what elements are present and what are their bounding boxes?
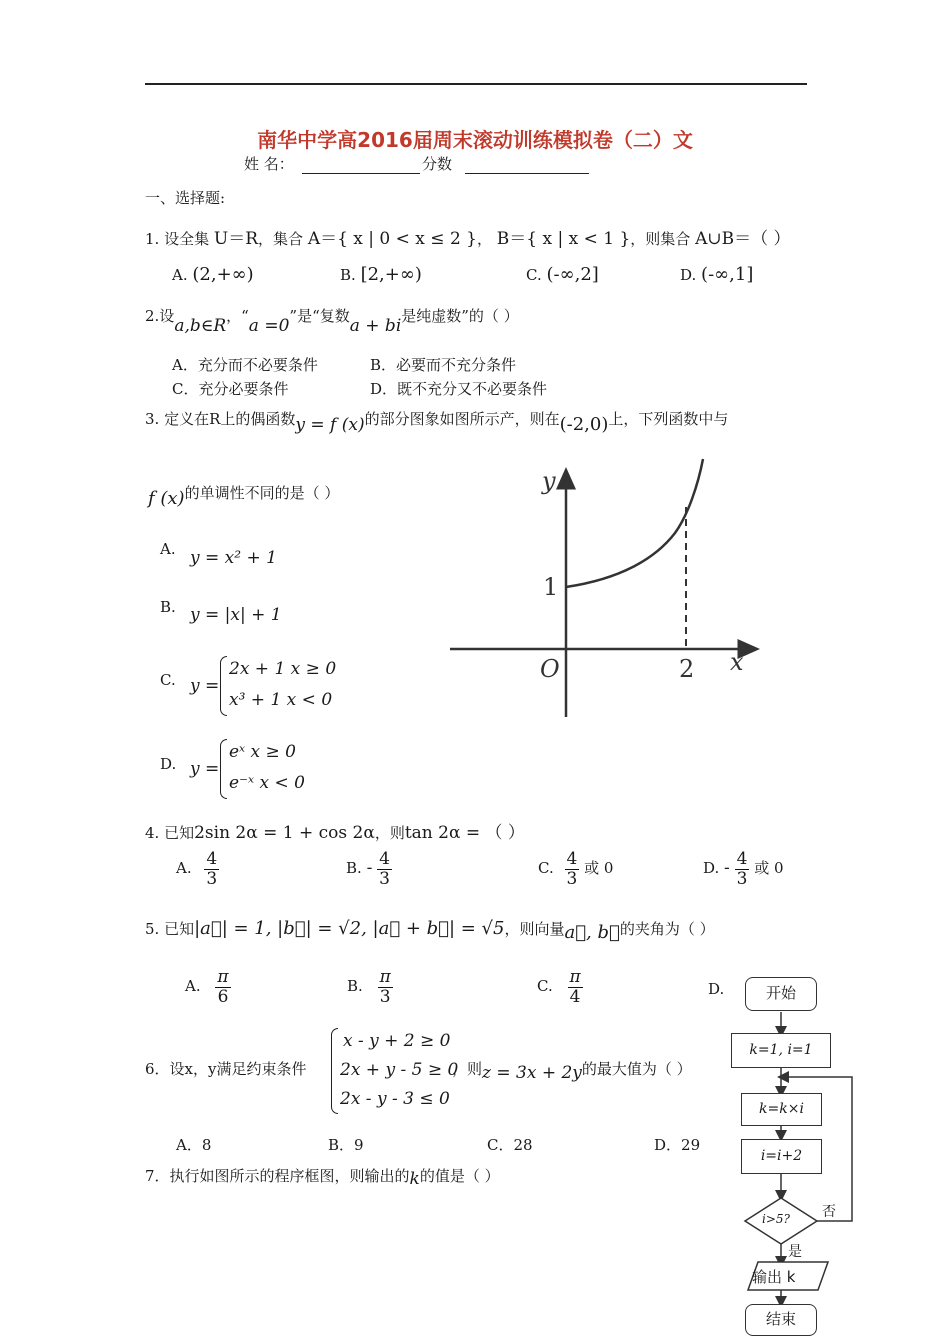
q6-constraint-3: 2x - y - 3 ≤ 0 xyxy=(340,1089,450,1109)
q3-option-c-y: y = xyxy=(190,676,220,696)
q6-constraint-2: 2x + y - 5 ≥ 0 xyxy=(340,1060,459,1080)
q3-option-b: y = |x| + 1 xyxy=(190,605,282,625)
graph-tick-x: 2 xyxy=(679,655,695,683)
q1-option-c[interactable]: C. (-∞,2] xyxy=(526,264,599,285)
flow-start: 开始 xyxy=(745,977,817,1011)
q5-option-d[interactable]: D. xyxy=(708,980,725,998)
q6-constraint-1: x - y + 2 ≥ 0 xyxy=(343,1031,451,1051)
q3-function-graph xyxy=(450,455,760,725)
flow-step-increment: i=i+2 xyxy=(741,1139,822,1174)
q1-option-b[interactable]: B. [2,+∞) xyxy=(340,264,422,285)
q5-option-c[interactable]: C. $\frac{\pi}{4}$ xyxy=(537,967,581,1007)
flow-end: 结束 xyxy=(745,1304,817,1336)
q6-option-d[interactable]: D．29 xyxy=(654,1136,701,1154)
q3-option-c-row2: x³ + 1 x < 0 xyxy=(229,690,333,710)
q3-option-c-label[interactable]: C. xyxy=(160,671,176,689)
name-blank[interactable] xyxy=(302,153,420,174)
q7-stem: 7．执行如图所示的程序框图，则输出的k的值是（ ） xyxy=(145,1167,500,1189)
q3-option-d-brace xyxy=(220,739,227,799)
q4-option-b[interactable]: B. - $\frac{4}{3}$ xyxy=(346,849,390,889)
q1-option-d[interactable]: D. (-∞,1] xyxy=(680,264,754,285)
q6-option-b[interactable]: B．9 xyxy=(328,1136,364,1154)
q4-option-d[interactable]: D. - $\frac{4}{3}$ 或 0 xyxy=(703,849,784,889)
q2-option-d[interactable]: D．既不充分又不必要条件 xyxy=(370,380,548,398)
flow-condition: i>5? xyxy=(762,1212,790,1226)
graph-tick-y: 1 xyxy=(543,573,559,601)
flow-step-multiply: k=k×i xyxy=(741,1093,822,1126)
q3-option-a-label[interactable]: A. xyxy=(160,540,176,558)
score-label: 分数 xyxy=(422,155,453,173)
q2-option-b[interactable]: B．必要而不充分条件 xyxy=(370,356,517,374)
q5-option-b[interactable]: B. $\frac{\pi}{3}$ xyxy=(347,967,391,1007)
flow-init: k=1, i=1 xyxy=(731,1033,831,1068)
q3-option-d-y: y = xyxy=(190,759,220,779)
q6-brace xyxy=(331,1028,338,1114)
graph-origin-label: O xyxy=(540,655,560,683)
q3-option-c-brace xyxy=(220,656,227,716)
q4-option-a[interactable]: A. $\frac{4}{3}$ xyxy=(176,849,218,889)
q2-option-a[interactable]: A．充分而不必要条件 xyxy=(172,356,318,374)
q1-set-b: B＝{ x | x < 1 } xyxy=(496,229,631,249)
q2-option-c[interactable]: C．充分必要条件 xyxy=(172,380,289,398)
q1-stem: 1. 设全集 U＝R，集合 A＝{ x | 0 < x ≤ 2 }， B＝{ x | x < 1 }，则集合 A∪B＝（ ） xyxy=(145,229,791,249)
page-title: 南华中学高2016届周末滚动训练模拟卷（二）文 xyxy=(257,128,693,152)
q6-option-c[interactable]: C．28 xyxy=(487,1136,533,1154)
name-label: 姓 名： xyxy=(244,155,294,173)
q3-option-d-label[interactable]: D. xyxy=(160,755,177,773)
q3-option-a: y = x² + 1 xyxy=(190,548,277,568)
q1-expr: A∪B＝（ ） xyxy=(695,229,791,249)
function-curve xyxy=(566,459,703,587)
q3-stem: 3. 定义在R上的偶函数y = f (x)的部分图象如图所示产，则在(-2,0)上，下列函数中与 xyxy=(145,410,729,435)
q3-option-b-label[interactable]: B. xyxy=(160,598,176,616)
q2-stem: 2.设a,b∈R，“a =0”是“复数a + bi是纯虚数”的（ ） xyxy=(145,307,519,336)
top-rule xyxy=(145,83,807,85)
score-blank[interactable] xyxy=(465,153,589,174)
q1-option-a[interactable]: A. (2,+∞) xyxy=(172,264,254,285)
q5-option-a[interactable]: A. $\frac{\pi}{6}$ xyxy=(185,967,229,1007)
q3-option-c-row1: 2x + 1 x ≥ 0 xyxy=(229,659,337,679)
flow-output: 输出 k xyxy=(752,1268,796,1286)
q6-stem-a: 6．设x，y满足约束条件 xyxy=(145,1060,307,1078)
q4-option-c[interactable]: C. $\frac{4}{3}$ 或 0 xyxy=(538,849,614,889)
q3-option-d-row1: eˣ x ≥ 0 xyxy=(229,742,296,762)
q1-set-a: A＝{ x | 0 < x ≤ 2 } xyxy=(307,229,477,249)
q5-stem: 5. 已知|a⃗| = 1, |b⃗| = √2, |a⃗ + b⃗| = √5，则向量a⃗, b⃗的夹角为（ ） xyxy=(145,918,715,943)
q6-option-a[interactable]: A．8 xyxy=(176,1136,212,1154)
q3-stem-cont: f (x)的单调性不同的是（ ） xyxy=(148,484,340,509)
q4-stem: 4. 已知2sin 2α = 1 + cos 2α，则tan 2α = （ ） xyxy=(145,823,525,843)
section-heading: 一、选择题: xyxy=(145,189,226,207)
flow-no-label: 否 xyxy=(822,1204,836,1220)
flow-yes-label: 是 xyxy=(788,1244,802,1260)
q6-stem-b: ，则z = 3x + 2y的最大值为（ ） xyxy=(452,1060,692,1083)
graph-y-label: y xyxy=(542,467,556,495)
q1-universe: U＝R xyxy=(213,229,259,249)
graph-x-label: x xyxy=(730,648,744,676)
q3-option-d-row2: e⁻ˣ x < 0 xyxy=(229,773,305,793)
